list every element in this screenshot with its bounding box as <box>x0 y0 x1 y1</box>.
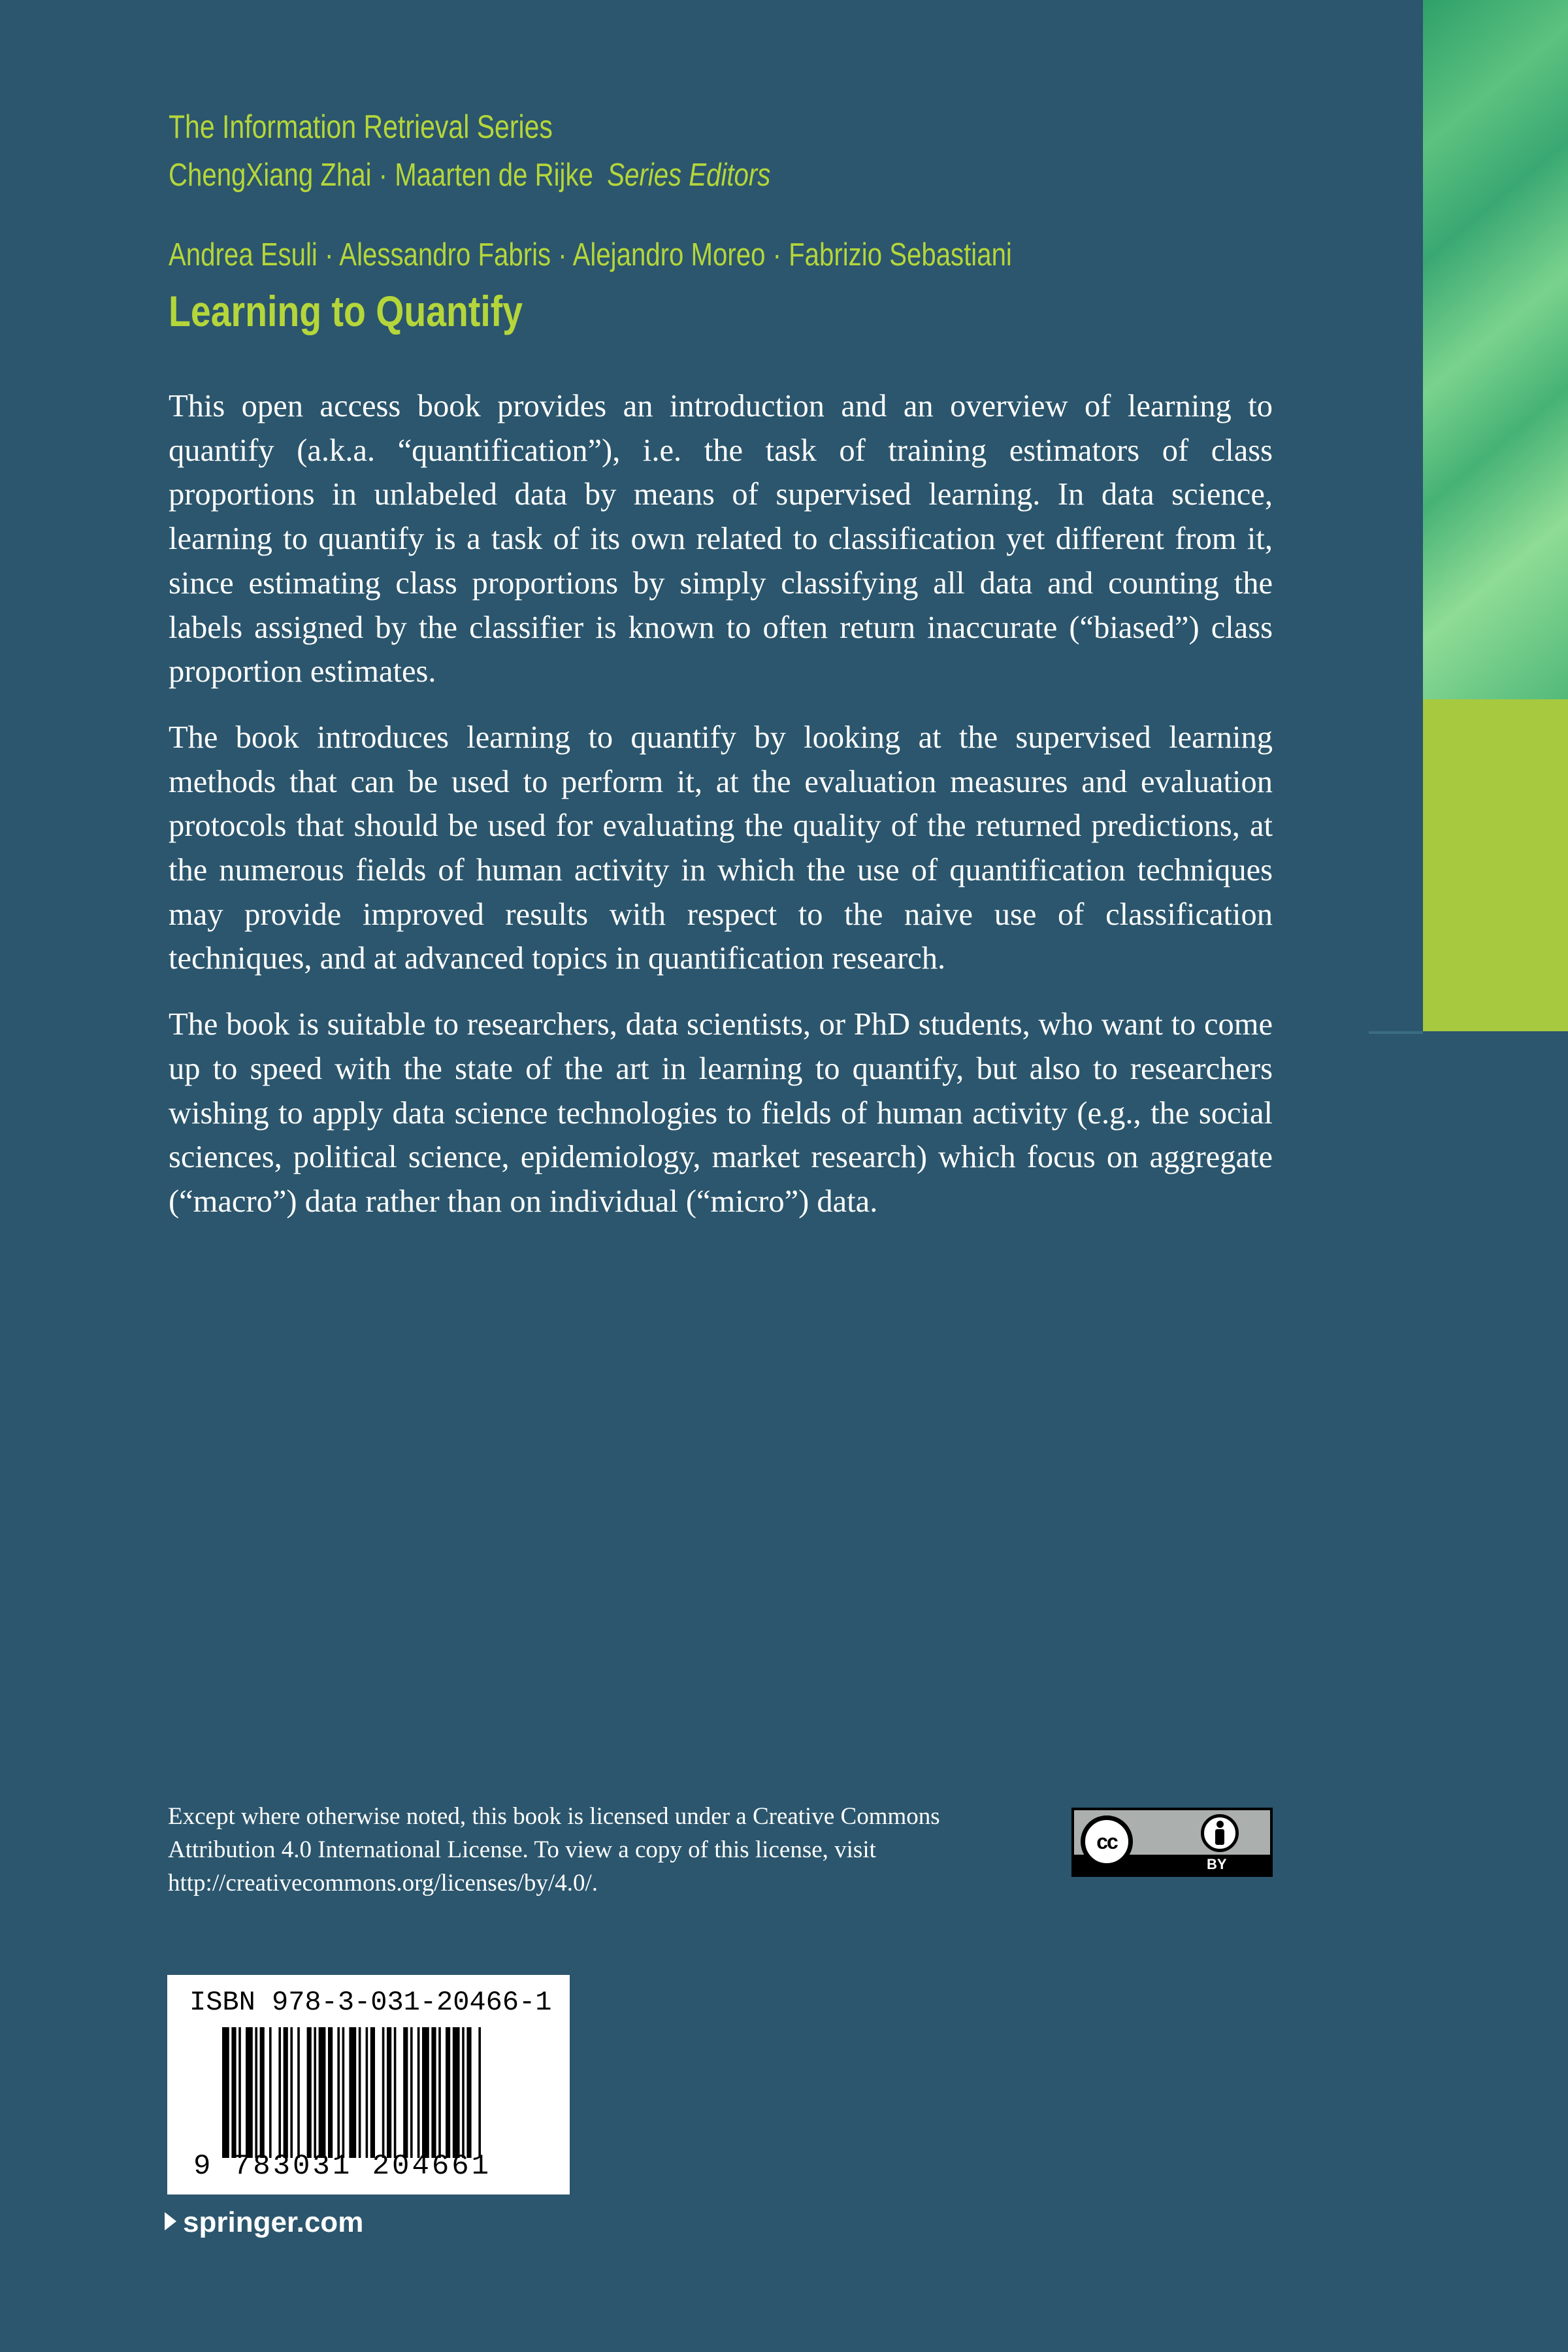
isbn-barcode-box <box>167 1975 570 2195</box>
description-paragraph: The book is suitable to researchers, data scientists, or PhD students, who want to come up to speed with the state of the art in learning to quantify, but also to researchers wishing to apply data science technologies to fields of human activity (e.g., the social sciences, political science, epidemiology, market research) which focus on aggregate (“macro”) data rather than on individual (“micro”) data. <box>169 1007 1273 1219</box>
description-paragraph: This open access book provides an introduction and an overview of learning to quantify (a.k.a. “quantification”), i.e. the task of training estimators of class proportions in unlabeled data by means of supervised learning. In data science, learning to quantify is a task of its own related to classification yet different from it, since estimating class proportions by simply classifying all data and counting the labels assigned by the classifier is known to often return inaccurate (“biased”) class proportion estimates. <box>169 389 1273 689</box>
series-editors <box>169 157 770 193</box>
spine-lime-panel <box>1423 699 1568 1031</box>
badge-by-label: BY <box>1207 1856 1227 1872</box>
barcode-digits: 9 783031 204661 <box>193 2150 492 2183</box>
series-editors-role: Series Editors <box>607 157 771 193</box>
book-description <box>169 384 1273 1246</box>
barcode-icon <box>222 2027 549 2158</box>
arrow-right-icon <box>165 2212 176 2230</box>
cc-icon: cc <box>1081 1815 1133 1868</box>
spine-divider <box>1369 1031 1423 1034</box>
description-paragraph: The book introduces learning to quantify by looking at the supervised learning methods that can be used to perform it, at the evaluation measures and evaluation protocols that should be used for evaluating the quality of the returned predictions, at the numerous fields of human activity in which the use of quantification techniques may provide improved results with respect to the naive use of classification techniques, and at advanced topics in quantification research. <box>169 720 1273 976</box>
book-title: Learning to Quantify <box>169 287 523 335</box>
series-editors-names: ChengXiang Zhai · Maarten de Rijke <box>169 157 593 193</box>
publisher-link-text: springer.com <box>183 2206 364 2238</box>
attribution-person-icon <box>1201 1814 1239 1852</box>
isbn-label: ISBN 978-3-031-20466-1 <box>189 1987 552 2018</box>
series-title: The Information Retrieval Series <box>169 108 553 145</box>
publisher-link[interactable] <box>165 2206 363 2239</box>
book-authors: Andrea Esuli · Alessandro Fabris · Alejandro Moreo · Fabrizio Sebastiani <box>169 237 1012 273</box>
cc-by-license-badge[interactable] <box>1071 1808 1273 1877</box>
spine-gradient-panel <box>1423 0 1568 699</box>
license-notice: Except where otherwise noted, this book is licensed under a Creative Commons Attribution 4.0 International License. To view a copy of this license, visit http://creativecommons.org/licenses/by/4.0/. <box>168 1803 940 1897</box>
